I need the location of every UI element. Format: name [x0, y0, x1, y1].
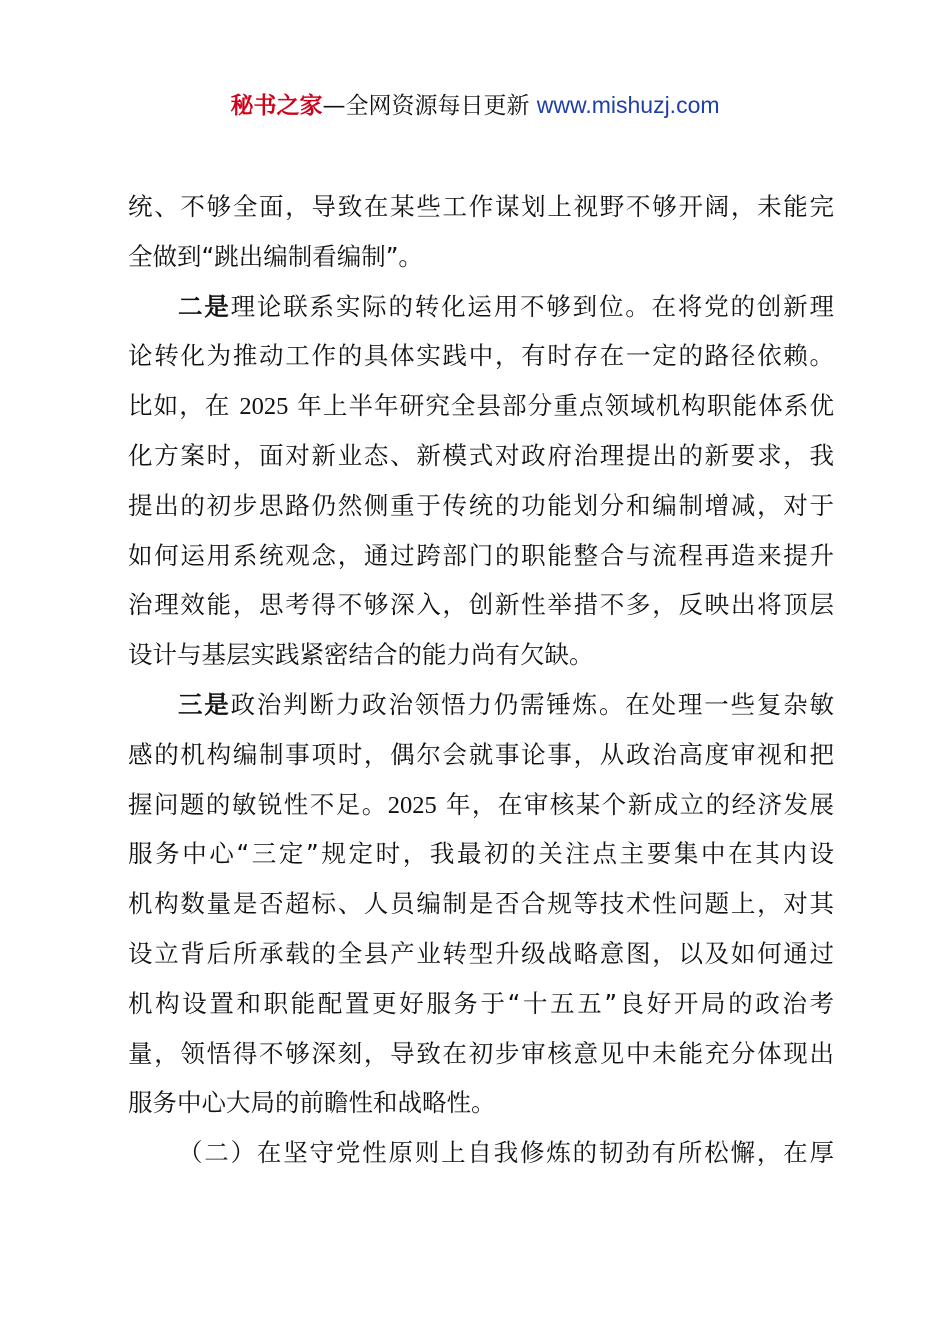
- site-tagline: —全网资源每日更新: [322, 93, 537, 119]
- page-header: [0, 88, 950, 123]
- site-url-link[interactable]: www.mishuzj.com: [536, 92, 720, 118]
- text-line: 感的机构编制事项时，偶尔会就事论事，从政治高度审视和把: [128, 739, 834, 769]
- text-line: 服务中心“三定”规定时，我最初的关注点主要集中在其内设: [128, 839, 834, 869]
- text-line: 设立背后所承载的全县产业转型升级战略意图，以及如何通过: [128, 938, 834, 968]
- text-line: 比如，在 2025 年上半年研究全县部分重点领域机构职能体系优: [128, 391, 834, 421]
- text-line: 化方案时，面对新业态、新模式对政府治理提出的新要求，我: [128, 440, 834, 470]
- text-line: 提出的初步思路仍然侧重于传统的功能划分和编制增减，对于: [128, 490, 834, 520]
- text-line: 论转化为推动工作的具体实践中，有时存在一定的路径依赖。: [128, 341, 834, 371]
- text-line: 治理效能，思考得不够深入，创新性举措不多，反映出将顶层: [128, 590, 834, 620]
- paragraph-line: 三是政治判断力政治领悟力仍需锤炼。在处理一些复杂敏: [178, 689, 834, 719]
- paragraph-line: 二是理论联系实际的转化运用不够到位。在将党的创新理: [178, 291, 834, 321]
- text-line: 握问题的敏锐性不足。2025 年，在审核某个新成立的经济发展: [128, 789, 835, 819]
- document-body: [128, 182, 834, 1178]
- text-line: 全做到“跳出编制看编制”。: [128, 241, 423, 271]
- text-line: 服务中心大局的前瞻性和战略性。: [128, 1088, 496, 1118]
- text-line: 统、不够全面，导致在某些工作谋划上视野不够开阔，未能完: [128, 192, 834, 221]
- text-line: 机构数量是否超标、人员编制是否合规等技术性问题上，对其: [128, 889, 834, 919]
- paragraph-lead: 三是: [178, 689, 231, 719]
- text-line: 设计与基层实践紧密结合的能力尚有欠缺。: [128, 640, 594, 670]
- section-heading-line: （二）在坚守党性原则上自我修炼的韧劲有所松懈，在厚: [178, 1138, 834, 1168]
- text-line: 量，领悟得不够深刻，导致在初步审核意见中未能充分体现出: [128, 1038, 834, 1068]
- text-line: 机构设置和职能配置更好服务于“十五五”良好开局的政治考: [128, 988, 834, 1018]
- site-brand: 秘书之家: [230, 93, 323, 119]
- text-line: 如何运用系统观念，通过跨部门的职能整合与流程再造来提升: [128, 540, 834, 570]
- paragraph-lead: 二是: [178, 291, 231, 321]
